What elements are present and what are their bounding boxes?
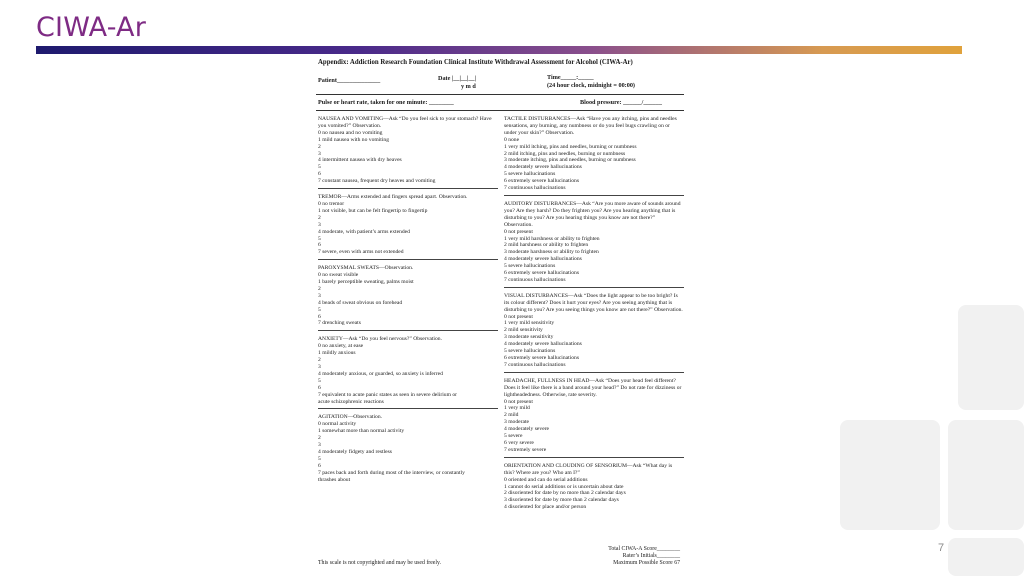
decorative-shape-3 <box>948 420 1024 530</box>
option: 6 extremely severe hallucinations <box>504 178 580 185</box>
decorative-shape-1 <box>958 305 1024 410</box>
option: 3 <box>318 221 321 228</box>
option: 3 <box>318 364 321 370</box>
option: 0 no tremor <box>318 200 345 207</box>
option: 1 barely perceptible sweating, palms moist <box>318 279 414 286</box>
option: 3 <box>318 442 321 449</box>
option: 5 <box>318 377 321 384</box>
section-auditory-disturbances <box>504 201 684 288</box>
option: 1 not visible, but can be felt fingertip to fingertip <box>318 207 428 214</box>
right-column <box>504 116 684 519</box>
option: 5 <box>318 235 321 242</box>
option: 0 none <box>504 136 520 143</box>
option: 1 cannot do serial additions or is uncertain about date <box>504 483 624 490</box>
title-accent-bar <box>36 46 962 54</box>
section-title: VISUAL DISTURBANCES—Ask “Does the light appear to be too bright? Is its colour different? Does it hurt your eyes? Are you seeing anything that is disturbing to you? Are you seeing things you know are not there?” Observation. <box>504 292 683 313</box>
option: 1 mild nausea with no vomiting <box>318 136 390 143</box>
option: 0 not present <box>504 398 533 405</box>
rater-initials-field: Rater’s Initials________ <box>622 553 680 559</box>
option: 6 <box>318 171 321 178</box>
option: 4 moderately anxious, or guarded, so anxiety is inferred <box>318 370 443 377</box>
option: 3 <box>318 292 321 299</box>
option: acute schizophrenic reactions <box>318 398 384 405</box>
option: 4 moderately severe hallucinations <box>504 256 582 263</box>
option: 6 extremely severe hallucinations <box>504 270 580 277</box>
option: 0 no sweat visible <box>318 272 359 279</box>
score-block <box>584 546 680 567</box>
option: 1 very mild <box>504 405 530 412</box>
option: 7 continuous hallucinations <box>504 361 566 368</box>
option: 1 mildly anxious <box>318 350 356 357</box>
option: 4 moderately severe <box>504 426 550 433</box>
section-visual-disturbances <box>504 293 684 373</box>
section-title: AUDITORY DISTURBANCES—Ask “Are you more aware of sounds around you? Are they harsh? Do they frighten you? Are you hearing anything that is disturbing to you? Are you hearing things you know are not there?” Observation. <box>504 200 681 228</box>
option: 6 very severe <box>504 439 534 446</box>
option: 1 somewhat more than normal activity <box>318 428 405 435</box>
option: 1 very mild harshness or ability to frighten <box>504 235 600 242</box>
section-title: HEADACHE, FULLNESS IN HEAD—Ask “Does your head feel different? Does it feel like there is a band around your head?” Do not rate for dizziness or lightheadedness. Otherwise, rate severity. <box>504 377 682 398</box>
time-field: Time_____:_____ <box>547 74 594 81</box>
decorative-shape-2 <box>840 420 940 530</box>
option: 1 very mild itching, pins and needles, burning or numbness <box>504 143 637 150</box>
option: 3 moderate <box>504 419 530 426</box>
section-agitation <box>318 414 498 486</box>
option: 2 mild <box>504 412 519 419</box>
option: 2 <box>318 214 321 221</box>
section-title: TREMOR—Arms extended and fingers spread apart. Observation. <box>318 194 468 201</box>
section-title: ORIENTATION AND CLOUDING OF SENSORIUM—Ask “What day is this? Where are you? Who am I?” <box>504 462 673 476</box>
option: 3 moderate sensitivity <box>504 334 554 341</box>
option: 2 <box>318 143 321 150</box>
section-anxiety <box>318 336 498 409</box>
ciwa-ar-form <box>314 58 688 570</box>
option: 0 no nausea and no vomiting <box>318 129 383 136</box>
slide-title: CIWA-Ar <box>36 12 147 43</box>
option: 4 moderate, with patient’s arms extended <box>318 228 410 235</box>
section-nausea-vomiting <box>318 116 498 189</box>
date-field: Date |__|__|__| <box>438 75 476 82</box>
option: 7 severe, even with arms not extended <box>318 249 404 256</box>
option: 3 moderate harshness or ability to frighten <box>504 249 599 256</box>
section-title: NAUSEA AND VOMITING—Ask “Do you feel sick to your stomach? Have you vomited?” Observation. <box>318 116 492 129</box>
option: 5 severe hallucinations <box>504 263 556 270</box>
left-column <box>318 116 498 492</box>
option: 6 <box>318 242 321 249</box>
copyright-note: This scale is not copyrighted and may be used freely. <box>318 560 441 566</box>
max-score-label: Maximum Possible Score 67 <box>613 560 680 566</box>
option: 4 moderately severe hallucinations <box>504 164 582 171</box>
option: 5 <box>318 164 321 171</box>
option: 7 extremely severe <box>504 446 547 453</box>
option: 7 continuous hallucinations <box>504 185 566 192</box>
option: 2 mild itching, pins and needles, burning or numbness <box>504 150 626 157</box>
option: 0 not present <box>504 228 533 235</box>
option: 2 mild sensitivity <box>504 327 543 334</box>
option: 5 severe hallucinations <box>504 348 556 355</box>
option: 4 moderately severe hallucinations <box>504 341 582 348</box>
option: 0 oriented and can do serial additions <box>504 476 588 483</box>
option: 0 not present <box>504 313 533 320</box>
option: 0 no anxiety, at ease <box>318 343 364 350</box>
option: 4 moderately fidgety and restless <box>318 448 392 455</box>
option: 5 <box>318 455 321 462</box>
option: 5 severe <box>504 433 523 440</box>
section-title: ANXIETY—Ask “Do you feel nervous?” Observation. <box>318 336 442 343</box>
option: 6 <box>318 313 321 320</box>
pulse-field: Pulse or heart rate, taken for one minute: ________ <box>318 99 454 106</box>
option: 2 <box>318 435 321 442</box>
option: 3 moderate itching, pins and needles, burning or numbness <box>504 157 636 164</box>
section-title: PAROXYSMAL SWEATS—Observation. <box>318 265 414 272</box>
section-paroxysmal-sweats <box>318 265 498 331</box>
option: 7 paces back and forth during most of the interview, or constantly <box>318 469 465 476</box>
option: 2 mild harshness or ability to frighten <box>504 242 589 249</box>
option: 7 drenching sweats <box>318 320 361 327</box>
section-title: TACTILE DISTURBANCES—Ask “Have you any itching, pins and needles sensations, any burning, any numbness or do you feel bugs crawling on or under your skin?” Observation. <box>504 116 677 136</box>
section-tremor <box>318 194 498 260</box>
option: 1 very mild sensitivity <box>504 320 555 327</box>
form-title: Appendix: Addiction Research Foundation Clinical Institute Withdrawal Assessment for Alcohol (CIWA-Ar) <box>318 59 633 66</box>
option: 6 <box>318 462 321 469</box>
option: thrashes about <box>318 476 351 483</box>
decorative-shape-4 <box>948 538 1024 576</box>
section-orientation <box>504 463 684 514</box>
option: 6 <box>318 384 321 391</box>
section-tactile-disturbances <box>504 116 684 196</box>
total-score-field: Total CIWA-A Score________ <box>608 546 680 552</box>
option: 5 severe hallucinations <box>504 171 556 178</box>
header-rule-1 <box>316 94 684 95</box>
option: 2 <box>318 285 321 292</box>
patient-field: Patient______________ <box>318 77 381 84</box>
option: 4 disoriented for place and/or person <box>504 504 587 511</box>
option: 7 constant nausea, frequent dry heaves and vomiting <box>318 178 436 185</box>
option: 3 disoriented for date by more than 2 calendar days <box>504 497 619 504</box>
date-sublabel: y m d <box>461 83 476 90</box>
option: 3 <box>318 150 321 157</box>
option: 7 continuous hallucinations <box>504 276 566 283</box>
section-headache <box>504 378 684 458</box>
page-number: 7 <box>938 542 945 554</box>
option: 6 extremely severe hallucinations <box>504 355 580 361</box>
option: 7 equivalent to acute panic states as seen in severe delirium or <box>318 391 458 398</box>
blood-pressure-field: Blood pressure: ______/______ <box>580 99 662 106</box>
option: 2 disoriented for date by no more than 2 calendar days <box>504 490 626 497</box>
option: 5 <box>318 306 321 313</box>
option: 0 normal activity <box>318 421 357 428</box>
time-sublabel: (24 hour clock, midnight = 00:00) <box>547 82 635 89</box>
option: 4 intermittent nausea with dry heaves <box>318 157 402 164</box>
option: 4 beads of sweat obvious on forehead <box>318 299 403 306</box>
header-rule-2 <box>316 110 684 111</box>
section-title: AGITATION—Observation. <box>318 414 383 421</box>
option: 2 <box>318 357 321 364</box>
